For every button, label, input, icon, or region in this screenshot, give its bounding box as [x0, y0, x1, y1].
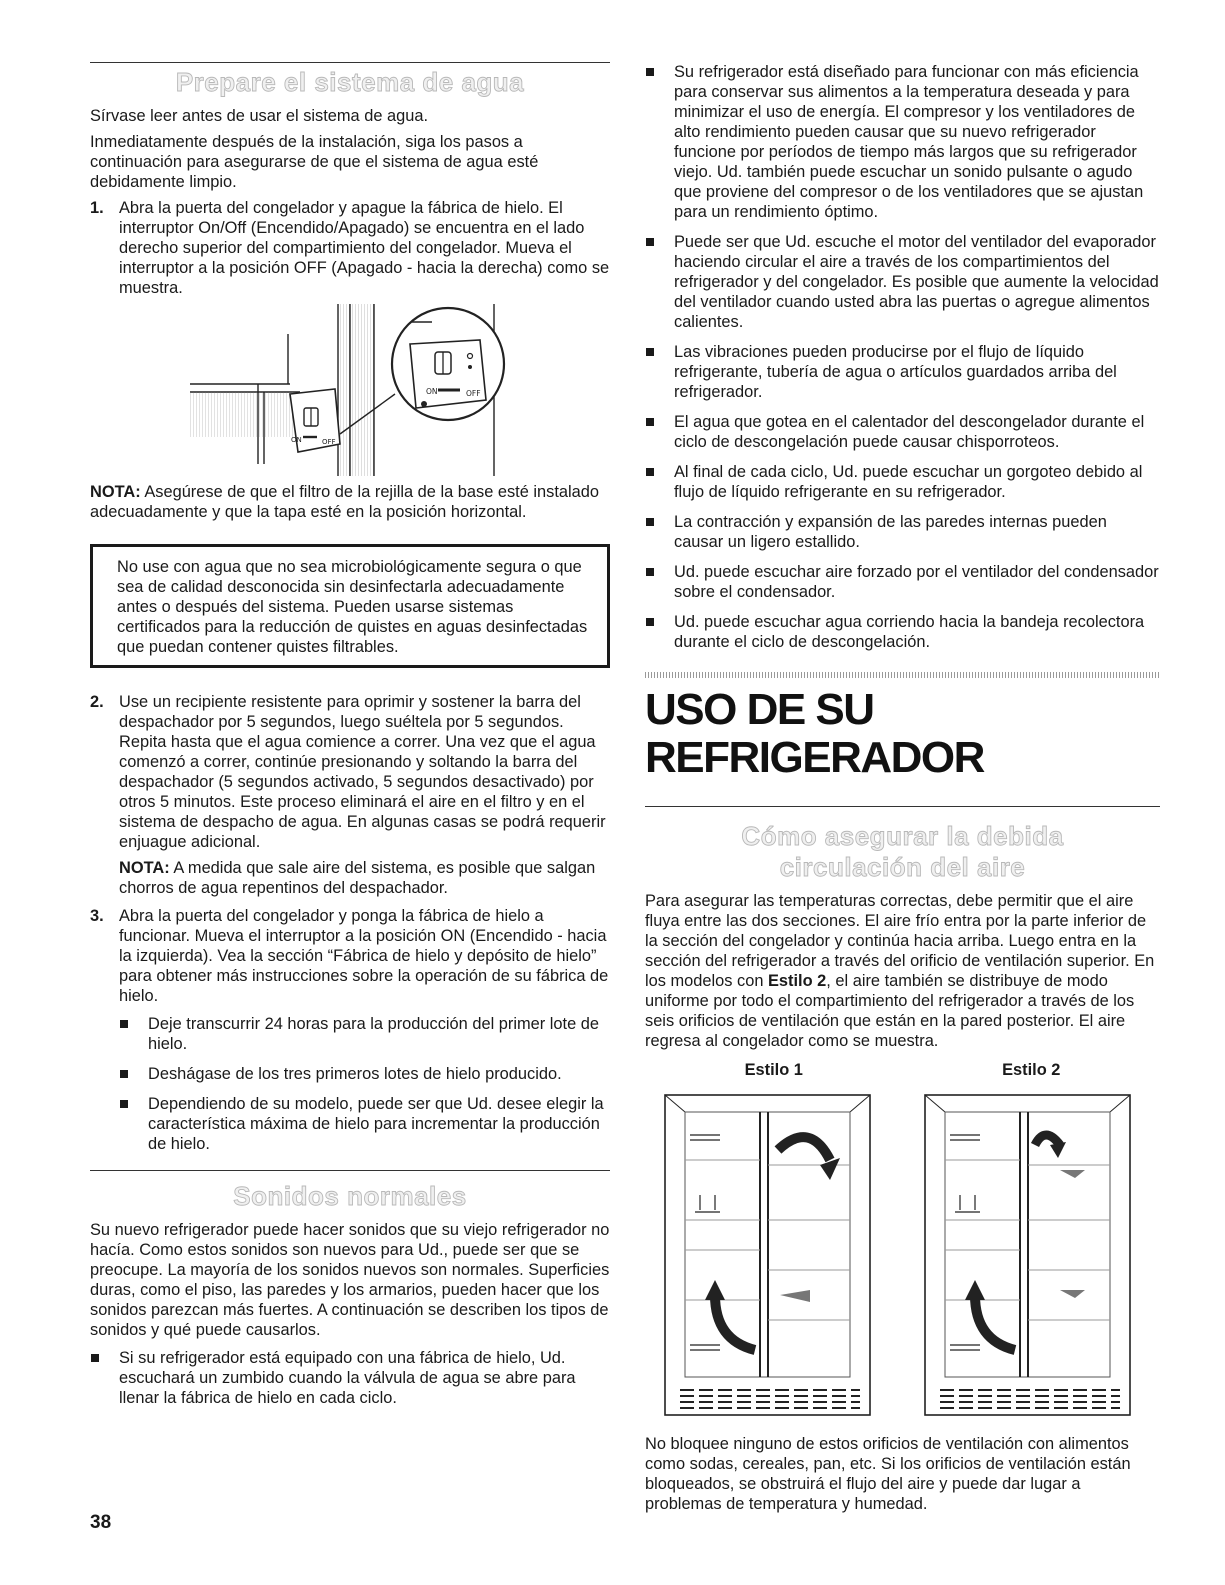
note-text: Asegúrese de que el filtro de la rejilla de la base esté instalado adecuadamente y que la tapa esté en la posición horizontal. — [90, 483, 600, 521]
intro-paragraph: Inmediatamente después de la instalación, siga los pasos a continuación para asegurarse de que el sistema de agua esté debidamente limpio. — [90, 133, 539, 191]
step-3-bullets — [119, 1014, 610, 1154]
list-item: Deshágase de los tres primeros lotes de hielo producido. — [119, 1064, 610, 1084]
style-2-label: Estilo 2 — [1002, 1061, 1061, 1079]
list-item: Ud. puede escuchar aire forzado por el ventilador del condensador sobre el condensador. — [645, 562, 1160, 602]
bullet-icon — [119, 1064, 148, 1084]
note-label: NOTA: — [119, 859, 170, 877]
note-text: A medida que sale aire del sistema, es posible que salgan chorros de agua repentinos del despachador. — [119, 859, 596, 897]
switch-on-label-small: ON — [291, 436, 302, 444]
stipple-divider — [645, 672, 1160, 678]
icemaker-switch-illustration — [190, 304, 510, 476]
bullet-icon — [645, 612, 674, 652]
air-paragraph: Para asegurar las temperaturas correctas, debe permitir que el aire fluya entre las dos secciones. El aire frío entra por la parte inferior de la sección del congelador y continúa hacia arriba. Luego entra en la sección del refrigerador a través del orificio de ventilación superior. En los modelos con Estilo 2, el aire también se distribuye de modo uniforme por todo el compartimiento del refrigerador a través de los seis orificios de ventilación que están en la pared posterior. El aire regresa al congelador como se muestra. — [645, 892, 1155, 1050]
intro-paragraph: Sírvase leer antes de usar el sistema de agua. — [90, 107, 429, 125]
step-text — [119, 906, 610, 1164]
bullet-icon — [645, 232, 674, 332]
switch-off-label: OFF — [466, 389, 481, 398]
step-1 — [90, 198, 610, 298]
list-item: Puede ser que Ud. escuche el motor del ventilador del evaporador haciendo circular el aire a través de los compartimientos del refrigerador y del congelador. Es posible que aumente la velocidad del ventilador cuando usted abra las puertas o agregue alimentos calientes. — [645, 232, 1160, 332]
section-title-line: circulación del aire — [779, 852, 1026, 882]
section-rule — [90, 1170, 610, 1171]
figure-labels — [645, 1061, 1160, 1080]
list-item: Ud. puede escuchar agua corriendo hacia la bandeja recolectora durante el ciclo de descongelación. — [645, 612, 1160, 652]
step-2 — [90, 692, 610, 898]
switch-off-label-small: OFF — [322, 438, 336, 446]
bullet-icon — [645, 62, 674, 222]
section-title-air — [645, 821, 1160, 883]
section-title-sounds: Sonidos normales — [233, 1181, 467, 1211]
step-text — [119, 692, 610, 898]
switch-on-label: ON — [426, 387, 438, 396]
bullet-icon — [645, 512, 674, 552]
section-rule — [90, 62, 610, 63]
list-item: El agua que gotea en el calentador del descongelador durante el ciclo de descongelación puede causar chisporroteos. — [645, 412, 1160, 452]
icemaker-switch-drawing — [190, 304, 510, 476]
note-paragraph — [90, 482, 610, 522]
list-item: Deje transcurrir 24 horas para la producción del primer lote de hielo. — [119, 1014, 610, 1054]
step-2-text: Use un recipiente resistente para oprimir y sostener la barra del despachador por 5 segundos, luego suéltela por 5 segundos. Repita hasta que el agua comience a correr. Una vez que el agua comenzó a correr, continúe presionando y soltando la barra del despachador (5 segundos activado, 5 segundos desactivado) por otros 5 minutos. Este proceso eliminará el aire en el filtro y en el sistema de despacho de agua. En algunas casas se podrá requerir enjuague adicional. — [119, 693, 606, 851]
list-item: Dependiendo de su modelo, puede ser que Ud. desee elegir la característica máxima de hielo para incrementar la producción de hielo. — [119, 1094, 610, 1154]
section-rule — [645, 806, 1160, 807]
step-number: 3. — [90, 907, 104, 925]
sounds-intro: Su nuevo refrigerador puede hacer sonidos que su viejo refrigerador no hacía. Como estos sonidos son nuevos para Ud., puede ser que se preocupe. La mayoría de los sonidos nuevos son normales. Superficies duras, como el piso, las paredes y los armarios, pueden hacer que los sonidos parezcan más fuertes. A continuación se describen los tipos de sonidos y qué puede causarlos. — [90, 1221, 610, 1339]
airflow-diagram-style-1 — [660, 1090, 875, 1420]
airflow-figures — [660, 1090, 1135, 1420]
step-number: 2. — [90, 693, 104, 711]
step-3 — [90, 906, 610, 1164]
left-column — [90, 62, 610, 1418]
warning-box: No use con agua que no sea microbiológicamente segura o que sea de calidad desconocida sin desinfectarla adecuadamente antes o después del sistema. Pueden usarse sistemas certificados para la reducción de quistes en aguas desinfectadas que puedan contener quistes filtrables. — [90, 544, 610, 668]
bullet-icon — [119, 1094, 148, 1154]
airflow-diagram-style-2 — [920, 1090, 1135, 1420]
bullet-icon — [645, 412, 674, 452]
page-number: 38 — [90, 1512, 112, 1533]
bullet-icon — [90, 1348, 119, 1408]
bullet-icon — [645, 342, 674, 402]
list-item: Las vibraciones pueden producirse por el flujo de líquido refrigerante, tubería de agua o artículos guardados arriba del refrigerador. — [645, 342, 1160, 402]
note-paragraph — [119, 858, 610, 898]
list-item: La contracción y expansión de las paredes internas pueden causar un ligero estallido. — [645, 512, 1160, 552]
chapter-title: USO DE SU REFRIGERADOR — [645, 685, 984, 782]
step-3-text: Abra la puerta del congelador y ponga la fábrica de hielo a funcionar. Mueva el interruptor a la posición ON (Encendido - hacia la izquierda). Vea la sección “Fábrica de hielo y depósito de hielo” para obtener más instrucciones sobre la operación de su fábrica de hielo. — [119, 907, 609, 1005]
step-text: Abra la puerta del congelador y apague la fábrica de hielo. El interruptor On/Off (Encendido/Apagado) se encuentra en el lado derecho superior del compartimiento del congelador. Mueva el interruptor a la posición OFF (Apagado - hacia la derecha) como se muestra. — [119, 199, 610, 297]
bullet-icon — [119, 1014, 148, 1054]
vent-warning-paragraph: No bloquee ninguno de estos orificios de ventilación con alimentos como sodas, cereales, pan, etc. Si los orificios de ventilación están bloqueados, se obstruirá el flujo del aire y puede dar lugar a problemas de temperatura y humedad. — [645, 1435, 1131, 1513]
list-item: Su refrigerador está diseñado para funcionar con más eficiencia para conservar sus alimentos a la temperatura deseada y para minimizar el uso de energía. El compresor y los ventiladores de alto rendimiento pueden causar que su nuevo refrigerador funcione por períodos de tiempo más largos que su refrigerador viejo. Ud. también puede escuchar un sonido pulsante o agudo que proviene del compresor o de los ventiladores que se ajustan para un rendimiento óptimo. — [645, 62, 1160, 222]
section-title-line: Cómo asegurar la debida — [741, 821, 1064, 851]
right-column — [645, 62, 1160, 1520]
list-item: Si su refrigerador está equipado con una fábrica de hielo, Ud. escuchará un zumbido cuando la válvula de agua se abre para llenar la fábrica de hielo en cada ciclo. — [90, 1348, 610, 1408]
section-title-water: Prepare el sistema de agua — [175, 67, 525, 97]
style-2-bold: Estilo 2 — [768, 972, 827, 990]
bullet-icon — [645, 462, 674, 502]
bullet-icon — [645, 562, 674, 602]
note-label: NOTA: — [90, 483, 141, 501]
step-number: 1. — [90, 199, 104, 217]
style-1-label: Estilo 1 — [744, 1061, 803, 1079]
list-item: Al final de cada ciclo, Ud. puede escuchar un gorgoteo debido al flujo de líquido refrigerante en su refrigerador. — [645, 462, 1160, 502]
